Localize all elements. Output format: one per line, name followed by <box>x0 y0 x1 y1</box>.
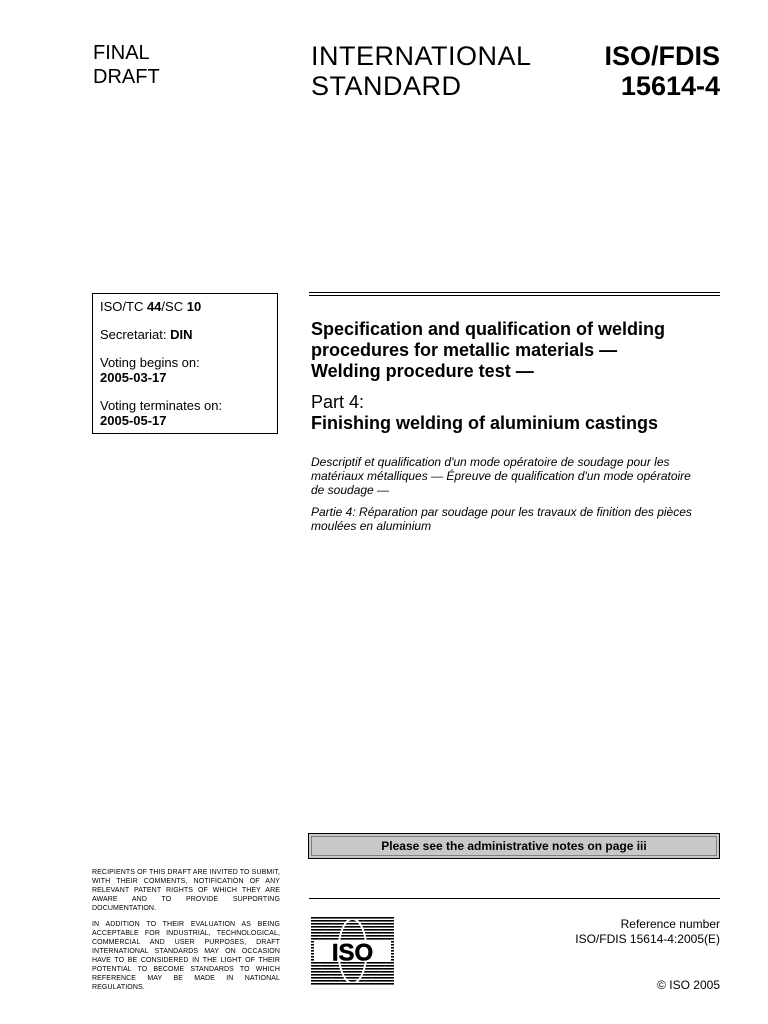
reference-block <box>575 917 720 947</box>
secretariat-value: DIN <box>170 327 193 342</box>
french-part-line-1: Partie 4: Réparation par soudage pour les travaux de finition des pièces <box>311 505 692 519</box>
document-type <box>311 41 532 101</box>
document-stage <box>93 41 160 89</box>
voting-terminates-row <box>100 398 277 428</box>
voting-terminates-label: Voting terminates on: <box>100 398 223 413</box>
doc-id-line-2: 15614-4 <box>620 71 720 101</box>
sc-prefix: /SC <box>161 299 187 314</box>
iso-logo-text: ISO <box>331 939 374 967</box>
french-title <box>311 455 731 497</box>
voting-terminates-date: 2005-05-17 <box>100 413 167 428</box>
secretariat-row <box>100 327 277 342</box>
doc-id-line-1: ISO/FDIS <box>604 41 720 71</box>
part-label: Part 4: <box>311 392 365 412</box>
stage-line-1: FINAL <box>93 42 150 64</box>
tc-number: 44 <box>146 299 162 314</box>
sc-number: 10 <box>186 299 202 314</box>
secretariat-label: Secretariat: <box>100 327 171 342</box>
title-rule-top <box>309 292 720 293</box>
patent-rights-notice: RECIPIENTS OF THIS DRAFT ARE INVITED TO SUBMIT, WITH THEIR COMMENTS, NOTIFICATION OF ANY RELEVANT PATENT RIGHTS OF WHICH THEY ARE AWARE AND TO PROVIDE SUPPORTING DOCUMENTATION. <box>92 869 280 912</box>
administrative-notes-banner: Please see the administrative notes on page iii <box>308 833 720 859</box>
document-id <box>604 41 720 101</box>
doc-type-line-2: STANDARD <box>311 71 462 101</box>
committee-row <box>100 299 277 314</box>
english-title <box>311 319 731 382</box>
english-title-line-3: Welding procedure test — <box>311 361 534 381</box>
french-part-title <box>311 505 731 533</box>
tc-prefix: ISO/TC <box>100 299 147 314</box>
committee-info-box <box>92 293 278 434</box>
voting-begins-date: 2005-03-17 <box>100 370 167 385</box>
reference-number: ISO/FDIS 15614-4:2005(E) <box>575 932 720 946</box>
english-title-line-2: procedures for metallic materials — <box>311 340 618 360</box>
reference-label: Reference number <box>620 917 720 931</box>
english-title-line-1: Specification and qualification of welding <box>311 319 666 339</box>
evaluation-notice: IN ADDITION TO THEIR EVALUATION AS BEING ACCEPTABLE FOR INDUSTRIAL, TECHNOLOGICAL, COMMERCIAL AND USER PURPOSES, DRAFT INTERNATIONAL STANDARDS MAY ON OCCASION HAVE TO BE CONSIDERED IN THE LIGHT OF THEIR POTENTIAL TO BECOME STANDARDS TO WHICH REFERENCE MAY BE MADE IN NATIONAL REGULATIONS. <box>92 921 280 991</box>
french-title-line-1: Descriptif et qualification d'un mode opératoire de soudage pour les <box>311 455 670 469</box>
doc-type-line-1: INTERNATIONAL <box>311 41 532 71</box>
stage-line-2: DRAFT <box>93 66 160 88</box>
footer-rule <box>309 898 720 899</box>
iso-logo-icon <box>311 917 394 985</box>
iso-logo-graphic <box>311 917 394 985</box>
part-title: Finishing welding of aluminium castings <box>311 413 659 433</box>
french-part-line-2: moulées en aluminium <box>311 519 432 533</box>
title-rule-bottom <box>309 295 720 296</box>
french-title-line-3: de soudage — <box>311 483 390 497</box>
voting-begins-label: Voting begins on: <box>100 355 200 370</box>
french-title-line-2: matériaux métalliques — Épreuve de qualification d'un mode opératoire <box>311 469 691 483</box>
copyright-notice: © ISO 2005 <box>657 978 720 992</box>
voting-begins-row <box>100 355 277 385</box>
